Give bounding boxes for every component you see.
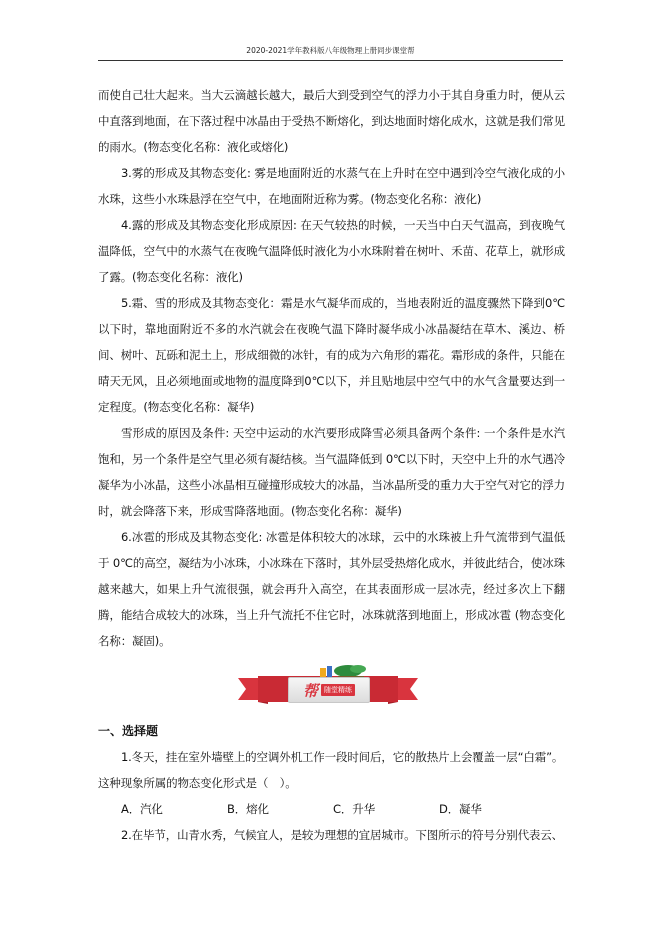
section-title: 一、选择题: [98, 724, 159, 738]
option-a[interactable]: A．汽化: [121, 802, 163, 816]
body-text: [98, 82, 565, 654]
option-b[interactable]: B．熔化: [227, 802, 269, 816]
question-1-options: [98, 796, 565, 822]
paragraph-fog: 3.雾的形成及其物态变化: 雾是地面附近的水蒸气在上升时在空中遇到冷空气液化成的小水珠，这些小水珠悬浮在空气中，在地面附近称为雾。(物态变化名称：液化): [98, 166, 565, 206]
header-title: 2020-2021学年教科版八年级物理上册同步课堂帮: [246, 46, 415, 55]
paragraph-rain-cont: 而使自己壮大起来。当大云滴越长越大，最后大到受到空气的浮力小于其自身重力时，便从云中直落到地面，在下落过程中冰晶由于受热不断熔化，到达地面时熔化成水，这就是我们常见的雨水。(物态变化名称：液化或熔化): [98, 88, 565, 154]
paragraph-frost: 5.霜、雪的形成及其物态变化：霜是水气凝华而成的，当地表附近的温度骤然下降到0℃以下时，靠地面附近不多的水汽就会在夜晚气温下降时凝华成小冰晶凝结在草木、溪边、桥间、树叶、瓦砾和泥土上，形成细微的冰针，有的成为六角形的霜花。霜形成的条件，只能在晴天无风，且必须地面或地物的温度降到0℃以下，并且贴地层中空气中的水气含量要达到一定程度。(物态变化名称：凝华): [98, 296, 565, 414]
question-1-stem: 1.冬天，挂在室外墙壁上的空调外机工作一段时间后，它的散热片上会覆盖一层“白霜”。这种现象所属的物态变化形式是（ ）。: [98, 750, 564, 790]
option-c[interactable]: C．升华: [333, 802, 375, 816]
question-2-stem: 2.在毕节，山青水秀，气候宜人，是较为理想的宜居城市。下图所示的符号分别代表云、: [121, 828, 563, 842]
page-header: [98, 44, 563, 61]
practice-banner: [230, 660, 426, 724]
paragraph-snow: 雪形成的原因及条件: 天空中运动的水汽要形成降雪必须具备两个条件: 一个条件是水汽饱和，另一个条件是空气里必须有凝结核。当气温降低到 0℃以下时，天空中上升的水气遇冷凝华为小冰晶，这些小冰晶相互碰撞形成较大的冰晶，当冰晶所受的重力大于空气对它的浮力时，就会降落下来，形成雪降落地面。(物态变化名称：凝华): [98, 426, 565, 518]
option-d[interactable]: D．凝华: [439, 802, 482, 816]
banner-label: 随堂精练: [321, 684, 355, 696]
banner-plaque: [288, 677, 370, 703]
question-list: [98, 744, 565, 848]
paragraph-hail: 6.冰雹的形成及其物态变化: 冰雹是体积较大的冰球，云中的水珠被上升气流带到气温低于 0℃的高空，凝结为小冰珠，小冰珠在下落时，其外层受热熔化成水，并彼此结合，使冰珠越来越大，如果上升气流很强，就会再升入高空，在其表面形成一层冰壳，经过多次上下翻腾，能结合成较大的冰珠，当上升气流托不住它时，冰珠就落到地面上，形成冰雹 (物态变化名称：凝固)。: [98, 530, 565, 648]
paragraph-dew: 4.露的形成及其物态变化形成原因: 在天气较热的时候，一天当中白天气温高，到夜晚气温降低，空气中的水蒸气在夜晚气温降低时液化为小水珠附着在树叶、禾苗、花草上，就形成了露。(物态变化名称：液化): [98, 218, 565, 284]
banner-mark: 帮: [302, 681, 318, 700]
